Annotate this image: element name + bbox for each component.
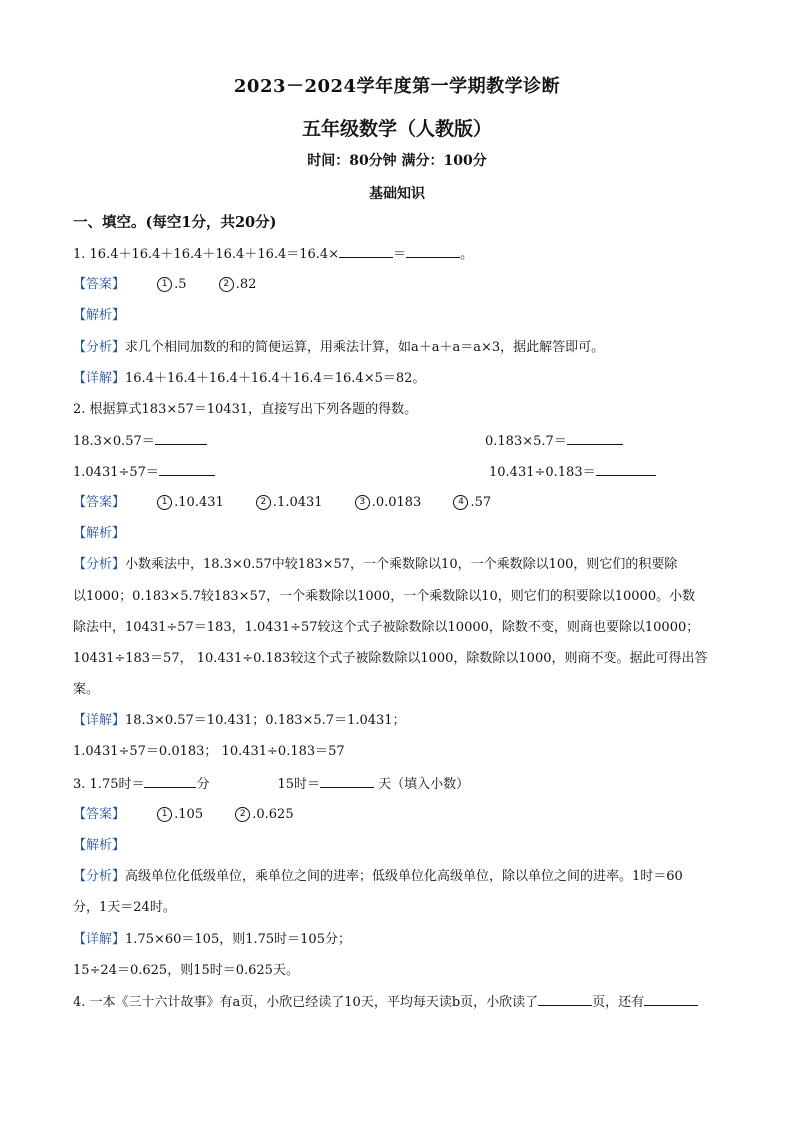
q2-item-1: 18.3×0.57＝ — [73, 431, 207, 452]
time-info: 时间：80分钟 满分：100分 — [307, 153, 487, 169]
q3-question: 3. 1.75时＝ 分 15时＝ 天（填入小数） — [73, 774, 733, 795]
fenxi-label: 【分析】 — [73, 869, 126, 884]
q2-fenxi-4: 10431÷183＝57， 10.431÷0.183较这个式子被除数除以1000，除数除以1000，则商不变。据此可得出答 — [73, 651, 708, 666]
q1-blank-2 — [406, 244, 460, 258]
q2-answer-1: 1 .10.431 — [157, 493, 224, 513]
part1-heading: 一、填空。(每空1分，共20分) — [73, 214, 277, 231]
q1-text-c: 。 — [460, 247, 474, 262]
answer-label: 【答案】 — [73, 807, 126, 822]
q2-detail-1: 【详解】18.3×0.57＝10.431；0.183×5.7＝1.0431； — [73, 713, 406, 728]
q2-analysis-label: 【解析】 — [73, 526, 126, 541]
q3-answer-1: 1 .105 — [157, 805, 203, 825]
q2-fenxi-5: 案。 — [73, 682, 100, 697]
q1-answer-1: 1 .5 — [157, 275, 186, 295]
q1-fenxi: 【分析】求几个相同加数的和的简便运算，用乘法计算，如a＋a＋a＝a×3，据此解答即可。 — [73, 340, 605, 355]
fenxi-label: 【分析】 — [73, 340, 126, 355]
q3-fenxi-2: 分，1天＝24时。 — [73, 900, 176, 915]
q2-detail-2: 1.0431÷57＝0.0183； 10.431÷0.183＝57 — [73, 744, 345, 759]
q3-detail-1: 【详解】1.75×60＝105，则1.75时＝105分； — [73, 932, 351, 947]
detail-label: 【详解】 — [73, 713, 126, 728]
q2-answer-3: 3 .0.0183 — [355, 493, 422, 513]
q2-fenxi-1: 【分析】小数乘法中，18.3×0.57中较183×57，一个乘数除以10，一个乘数除以100，则它们的积要除 — [73, 557, 678, 572]
q1-answer — [73, 275, 733, 295]
q2-item-4: 10.431÷0.183＝ — [489, 462, 656, 483]
q1-question — [73, 244, 733, 265]
q2-answer-2: 2 .1.0431 — [256, 493, 323, 513]
q3-detail-2: 15÷24＝0.625，则15时＝0.625天。 — [73, 963, 299, 978]
q4-blank-1 — [538, 992, 592, 1006]
q3-answer-2: 2 .0.625 — [235, 805, 293, 825]
q3-fenxi-1: 【分析】高级单位化低级单位，乘单位之间的进率；低级单位化高级单位，除以单位之间的进率。1时＝60 — [73, 869, 683, 884]
detail-label: 【详解】 — [73, 932, 126, 947]
q3-analysis-label: 【解析】 — [73, 838, 126, 853]
q2-item-3: 1.0431÷57＝ — [73, 462, 215, 483]
doc-subtitle: 五年级数学（人教版） — [301, 118, 492, 140]
q3-blank-1 — [144, 774, 196, 788]
doc-title: 2023－2024学年度第一学期教学诊断 — [233, 76, 561, 97]
q1-analysis-label: 【解析】 — [73, 308, 126, 323]
detail-label: 【详解】 — [73, 371, 126, 386]
fenxi-label: 【分析】 — [73, 557, 126, 572]
q2-fenxi-2: 以1000；0.183×5.7较183×57，一个乘数除以1000，一个乘数除以10，则它们的积要除以10000。小数 — [73, 589, 696, 604]
q2-answer — [73, 493, 733, 513]
q4-blank-2 — [644, 992, 698, 1006]
q1-answer-2: 2 .82 — [219, 275, 257, 295]
section-heading: 基础知识 — [369, 186, 425, 202]
answer-label: 【答案】 — [73, 277, 126, 292]
q1-blank-1 — [339, 244, 393, 258]
q1-text-b: ＝ — [393, 247, 407, 262]
q2-question: 2. 根据算式183×57＝10431，直接写出下列各题的得数。 — [73, 402, 418, 417]
q4-question: 4. 一本《三十六计故事》有a页，小欣已经读了10天，平均每天读b页，小欣读了 页，还有 — [73, 992, 733, 1013]
q3-blank-2 — [320, 774, 374, 788]
q2-answer-4: 4 .57 — [453, 493, 491, 513]
q1-text-a: 1. 16.4＋16.4＋16.4＋16.4＋16.4＝16.4× — [73, 247, 340, 262]
q2-fenxi-3: 除法中，10431÷57＝183，1.0431÷57较这个式子被除数除以10000，除数不变，则商也要除以10000； — [73, 620, 700, 635]
q2-item-2: 0.183×5.7＝ — [485, 431, 623, 452]
q1-detail: 【详解】16.4＋16.4＋16.4＋16.4＋16.4＝16.4×5＝82。 — [73, 371, 426, 386]
q3-answer — [73, 805, 733, 825]
answer-label: 【答案】 — [73, 495, 126, 510]
